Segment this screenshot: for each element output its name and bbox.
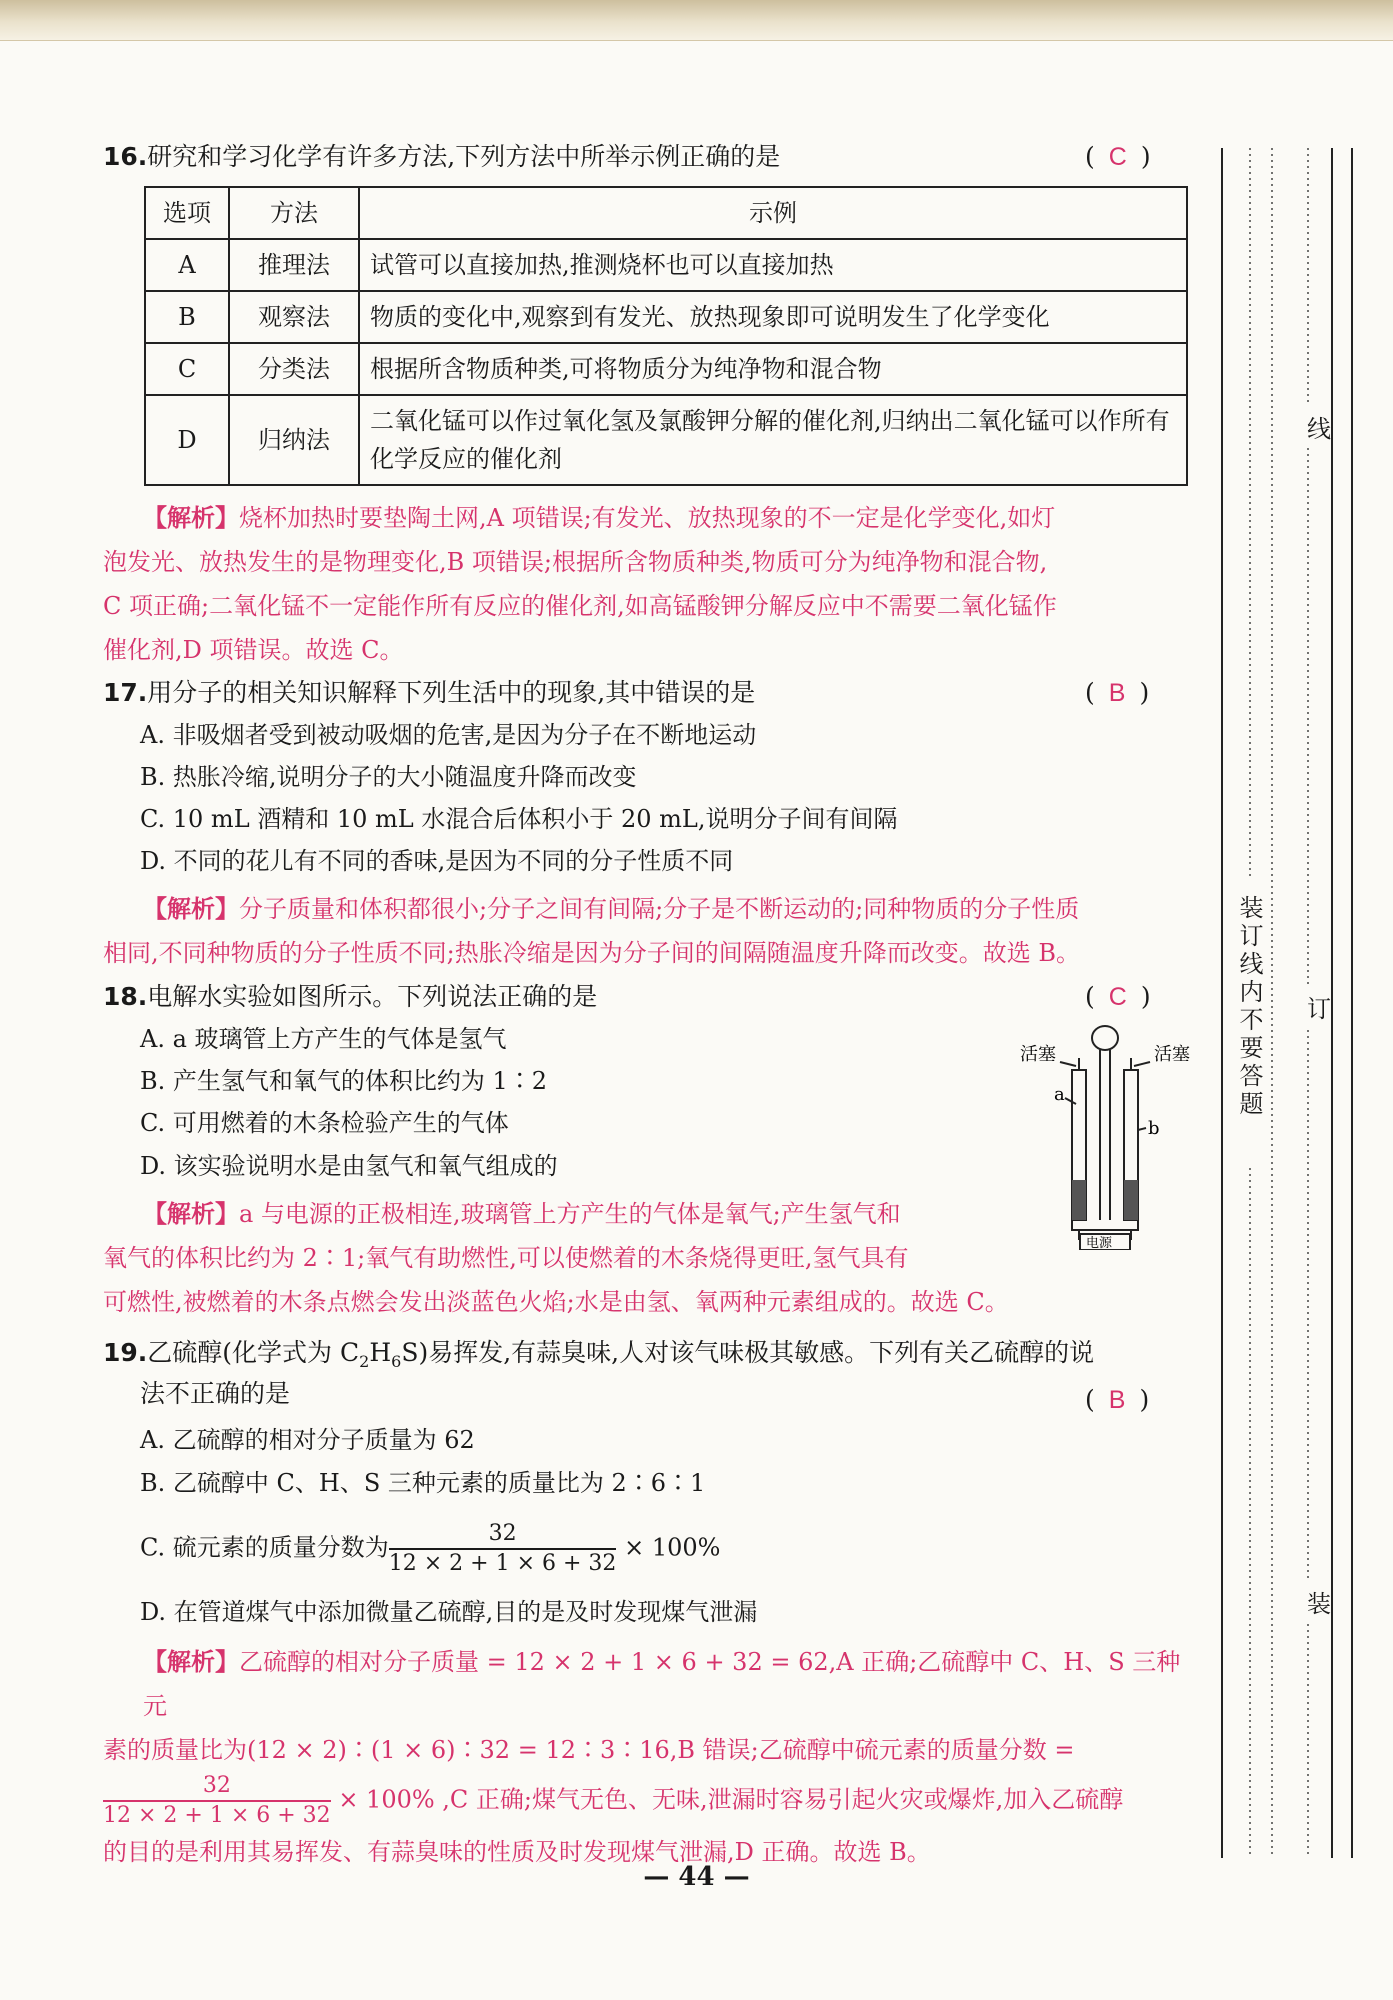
- table-cell: 推理法: [229, 239, 359, 291]
- table-row: [145, 343, 1187, 395]
- q18-analysis-text: a 与电源的正极相连,玻璃管上方产生的气体是氧气;产生氢气和: [239, 1200, 901, 1228]
- q19-answer-letter: B: [1108, 1386, 1126, 1414]
- label-stopcock-right: 活塞: [1154, 1044, 1190, 1065]
- q16-stem: [103, 140, 780, 174]
- q19-stem-line-1: [103, 1336, 1094, 1379]
- table-row: [145, 395, 1187, 485]
- q19-analysis-line: 的目的是利用其易挥发、有蒜臭味的性质及时发现煤气泄漏,D 正确。故选 B。: [103, 1838, 931, 1866]
- q19-analysis-line: [103, 1772, 1203, 1830]
- q19-stem-part: S)易挥发,有蒜臭味,人对该气味极其敏感。下列有关乙硫醇的说: [401, 1338, 1095, 1367]
- q16-analysis: [103, 496, 1193, 672]
- q18-answer-open: (: [1085, 982, 1095, 1011]
- page-number: — 44 —: [643, 1862, 750, 1892]
- q19-subscript: 2: [359, 1352, 370, 1371]
- q16-answer-letter: C: [1108, 143, 1127, 171]
- q19-stem-part: 乙硫醇(化学式为 C: [147, 1338, 360, 1367]
- q18-analysis-line: 可燃性,被燃着的木条点燃会发出淡蓝色火焰;水是由氢、氧两种元素组成的。故选 C。: [103, 1288, 1009, 1316]
- table-row: [145, 239, 1187, 291]
- q19-analysis-line: [103, 1640, 1203, 1728]
- q16-analysis-tag: 【解析】: [143, 503, 239, 532]
- q17-analysis-tag: 【解析】: [143, 894, 239, 923]
- q19-option-c-text: C. 硫元素的质量分数为: [140, 1533, 389, 1562]
- q17-analysis-text: 分子质量和体积都很小;分子之间有间隔;分子是不断运动的;同种物质的分子性质: [239, 895, 1080, 923]
- fraction-denominator: 12 × 2 + 1 × 6 + 32: [103, 1803, 331, 1828]
- stopcock-left-pointer: [1060, 1062, 1076, 1066]
- label-a-pointer: [1065, 1098, 1076, 1104]
- q16-analysis-line: 泡发光、放热发生的是物理变化,B 项错误;根据所含物质种类,物质可分为纯净物和混合物,: [103, 548, 1048, 576]
- q18-analysis-line: 氧气的体积比约为 2∶1;氧气有助燃性,可以使燃着的木条烧得更旺,氢气具有: [103, 1244, 909, 1272]
- q17-answer: [1085, 676, 1149, 710]
- q18-stem: [103, 980, 597, 1014]
- binding-notice: 装订线内不要答题: [1235, 895, 1263, 1119]
- q18-option-d: D. 该实验说明水是由氢气和氧气组成的: [140, 1152, 558, 1180]
- q17-stem-text: 用分子的相关知识解释下列生活中的现象,其中错误的是: [147, 678, 756, 707]
- q19-fraction: [389, 1520, 617, 1578]
- q17-answer-close: ): [1139, 678, 1150, 707]
- q18-answer-close: ): [1140, 982, 1151, 1011]
- q17-number: 17.: [103, 678, 148, 707]
- table-cell: A: [145, 239, 229, 291]
- q18-analysis-line: [103, 1192, 1203, 1236]
- table-cell: B: [145, 291, 229, 343]
- q17-analysis-line: [103, 887, 1193, 931]
- q17-option-b: B. 热胀冷缩,说明分子的大小随温度升降而改变: [140, 763, 637, 791]
- q19-answer-open: (: [1085, 1385, 1095, 1414]
- q18-option-a: A. a 玻璃管上方产生的气体是氢气: [140, 1025, 507, 1053]
- table-header-cell: 方法: [229, 187, 359, 239]
- table-cell: D: [145, 395, 229, 485]
- q18-analysis-tag: 【解析】: [143, 1199, 239, 1228]
- q16-analysis-line: 催化剂,D 项错误。故选 C。: [103, 636, 404, 664]
- q18-analysis: [103, 1192, 1203, 1324]
- table-header-row: [145, 187, 1187, 239]
- q17-stem: [103, 676, 755, 710]
- table-cell: 根据所含物质种类,可将物质分为纯净物和混合物: [359, 343, 1187, 395]
- q19-number: 19.: [103, 1338, 148, 1367]
- q17-option-a: A. 非吸烟者受到被动吸烟的危害,是因为分子在不断地运动: [140, 721, 757, 749]
- q19-answer-close: ): [1139, 1385, 1150, 1414]
- table-cell: 观察法: [229, 291, 359, 343]
- q19-option-d: D. 在管道煤气中添加微量乙硫醇,目的是及时发现煤气泄漏: [140, 1598, 758, 1626]
- table-row: [145, 291, 1187, 343]
- q17-answer-open: (: [1085, 678, 1095, 707]
- q16-analysis-text: 烧杯加热时要垫陶土网,A 项错误;有发光、放热现象的不一定是化学变化,如灯: [239, 504, 1056, 532]
- binding-mark-xian: 线: [1307, 405, 1331, 448]
- q18-option-b: B. 产生氢气和氧气的体积比约为 1∶2: [140, 1067, 548, 1095]
- binding-mark-zhuang: 装: [1307, 1580, 1331, 1623]
- q19-analysis-tag: 【解析】: [143, 1647, 239, 1676]
- q19-option-c: [140, 1520, 720, 1578]
- q19-option-a: A. 乙硫醇的相对分子质量为 62: [140, 1426, 475, 1454]
- label-power: 电源: [1086, 1236, 1113, 1250]
- q18-number: 18.: [103, 982, 148, 1011]
- q18-answer-letter: C: [1108, 983, 1127, 1011]
- q17-answer-letter: B: [1108, 679, 1126, 707]
- q19-analysis-text: × 100% ,C 正确;煤气无色、无味,泄漏时容易引起火灾或爆炸,加入乙硫醇: [338, 1785, 1124, 1814]
- q17-analysis: [103, 887, 1193, 975]
- q16-answer-open: (: [1085, 142, 1095, 171]
- binding-mark-ding: 订: [1307, 985, 1331, 1028]
- reservoir-bulb: [1092, 1026, 1118, 1050]
- q16-analysis-line: C 项正确;二氧化锰不一定能作所有反应的催化剂,如高锰酸钾分解反应中不需要二氧化锰作: [103, 592, 1057, 620]
- label-b: b: [1148, 1118, 1160, 1139]
- q16-stem-text: 研究和学习化学有许多方法,下列方法中所举示例正确的是: [147, 142, 781, 171]
- table-cell: 物质的变化中,观察到有发光、放热现象即可说明发生了化学变化: [359, 291, 1187, 343]
- q19-stem-part: H: [369, 1338, 392, 1367]
- q19-option-b: B. 乙硫醇中 C、H、S 三种元素的质量比为 2∶6∶1: [140, 1469, 706, 1497]
- fraction-numerator: 32: [389, 1520, 617, 1550]
- stopcock-right-pointer: [1134, 1062, 1150, 1066]
- table-cell: C: [145, 343, 229, 395]
- fraction-numerator: 32: [103, 1772, 331, 1802]
- q17-option-d: D. 不同的花儿有不同的香味,是因为不同的分子性质不同: [140, 847, 734, 875]
- label-a: a: [1054, 1084, 1065, 1105]
- q17-analysis-line: 相同,不同种物质的分子性质不同;热胀冷缩是因为分子间的间隔随温度升降而改变。故选 B。: [103, 939, 1080, 967]
- q16-answer-close: ): [1140, 142, 1151, 171]
- q18-stem-text: 电解水实验如图所示。下列说法正确的是: [147, 982, 598, 1011]
- table-header-cell: 示例: [359, 187, 1187, 239]
- q16-analysis-line: [103, 496, 1193, 540]
- label-b-pointer: [1138, 1128, 1146, 1130]
- q16-answer: [1085, 140, 1151, 174]
- q19-answer: [1085, 1383, 1149, 1417]
- table-cell: 分类法: [229, 343, 359, 395]
- q16-table: [144, 186, 1188, 486]
- q16-number: 16.: [103, 142, 148, 171]
- table-header-cell: 选项: [145, 187, 229, 239]
- q18-option-c: C. 可用燃着的木条检验产生的气体: [140, 1109, 509, 1137]
- q18-answer: [1085, 980, 1151, 1014]
- q19-analysis-fraction: [103, 1772, 331, 1830]
- q19-analysis: [103, 1640, 1203, 1874]
- q17-option-c: C. 10 mL 酒精和 10 mL 水混合后体积小于 20 mL,说明分子间有间隔: [140, 805, 898, 833]
- q19-option-c-suffix: × 100%: [624, 1533, 721, 1562]
- q19-stem-line-2: 法不正确的是: [140, 1379, 291, 1408]
- q19-analysis-line: 素的质量比为(12 × 2)∶(1 × 6)∶32 = 12∶3∶16,B 错误;乙硫醇中硫元素的质量分数 =: [103, 1736, 1075, 1764]
- table-cell: 试管可以直接加热,推测烧杯也可以直接加热: [359, 239, 1187, 291]
- fraction-denominator: 12 × 2 + 1 × 6 + 32: [388, 1551, 617, 1576]
- q19-subscript: 6: [391, 1352, 402, 1371]
- q19-analysis-text: 乙硫醇的相对分子质量 = 12 × 2 + 1 × 6 + 32 = 62,A 正确;乙硫醇中 C、H、S 三种元: [143, 1648, 1181, 1720]
- table-cell: 归纳法: [229, 395, 359, 485]
- table-cell: 二氧化锰可以作过氧化氢及氯酸钾分解的催化剂,归纳出二氧化锰可以作所有化学反应的催化剂: [359, 395, 1187, 485]
- label-stopcock-left: 活塞: [1020, 1044, 1056, 1065]
